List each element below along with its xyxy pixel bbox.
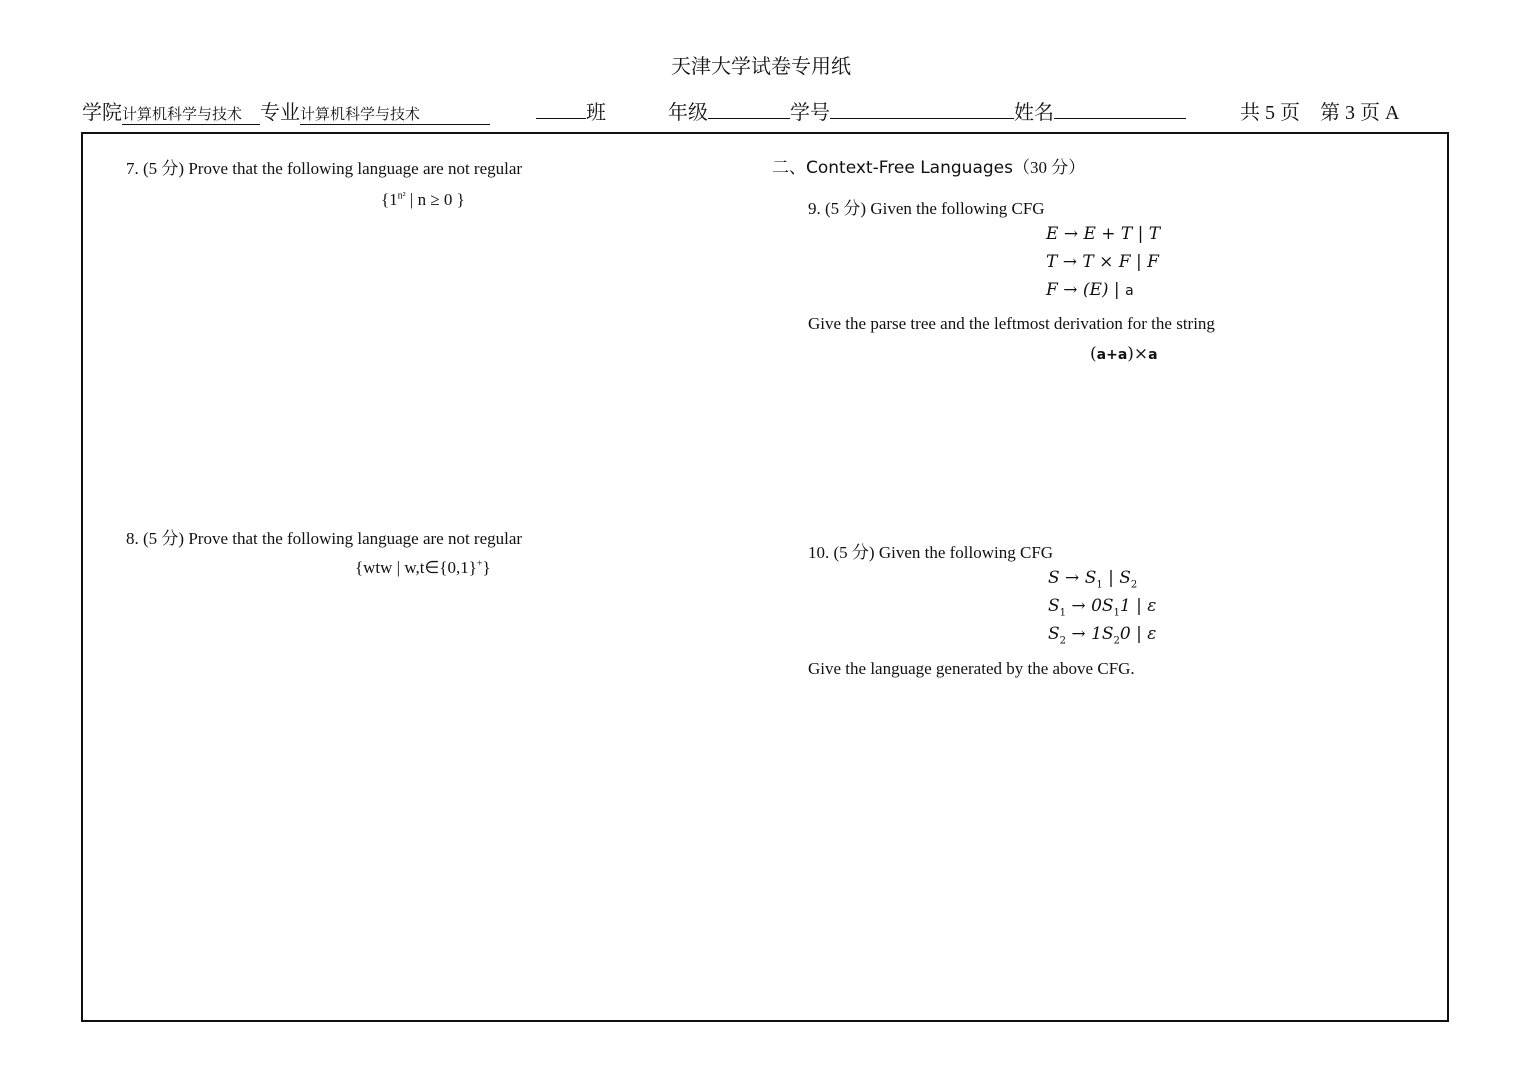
q8-expression: {wtw | w,t∈{0,1}+}	[355, 558, 491, 577]
q9-instruction: Give the parse tree and the leftmost derivation for the string	[808, 314, 1215, 333]
major-value: 计算机科学与技术	[300, 103, 490, 125]
name-blank	[1054, 100, 1186, 119]
q9-rule-3: F → (E) | a	[1046, 280, 1134, 300]
major-label: 专业	[260, 100, 300, 124]
page-title: 天津大学试卷专用纸	[671, 56, 851, 78]
q7-expression: {$1^{n^2}$ | n ≥ 0 }	[381, 190, 465, 209]
q10-instruction: Give the language generated by the above CFG.	[808, 659, 1135, 678]
section-heading: 二、Context-Free Languages（30 分）	[772, 158, 1086, 178]
college-value: 计算机科学与技术	[122, 103, 260, 125]
class-label: 班	[586, 100, 606, 124]
q10-rule-2: $S_1 \to 0S_11$ | ε	[1048, 596, 1157, 619]
college-label: 学院	[82, 100, 122, 124]
q10-rule-3: $S_2 \to 1S_20$ | ε	[1048, 624, 1157, 647]
q9-target-string: (a+a)×a	[1090, 344, 1158, 364]
header-college	[82, 96, 490, 125]
page-info: 共 5 页 第 3 页 A	[1240, 102, 1400, 124]
exam-frame	[81, 132, 1449, 1022]
name-label: 姓名	[1014, 100, 1054, 124]
student-id-blank	[830, 100, 1014, 119]
q9-rule-2: T → T × F | F	[1046, 252, 1159, 272]
q9-rule-1: E → E + T | T	[1046, 224, 1161, 244]
question-9: 9. (5 分) Given the following CFG	[808, 199, 1045, 218]
class-blank	[536, 100, 586, 119]
question-7: 7. (5 分) Prove that the following language are not regular	[126, 159, 523, 178]
header-class	[536, 96, 606, 125]
q10-rule-1: $S \to S_1$ | $S_2$	[1048, 568, 1138, 591]
question-10: 10. (5 分) Given the following CFG	[808, 543, 1054, 562]
question-8: 8. (5 分) Prove that the following language are not regular	[126, 529, 523, 548]
header-grade	[668, 96, 1186, 125]
grade-label: 年级	[668, 100, 708, 124]
student-id-label: 学号	[790, 100, 830, 124]
grade-blank	[708, 100, 790, 119]
